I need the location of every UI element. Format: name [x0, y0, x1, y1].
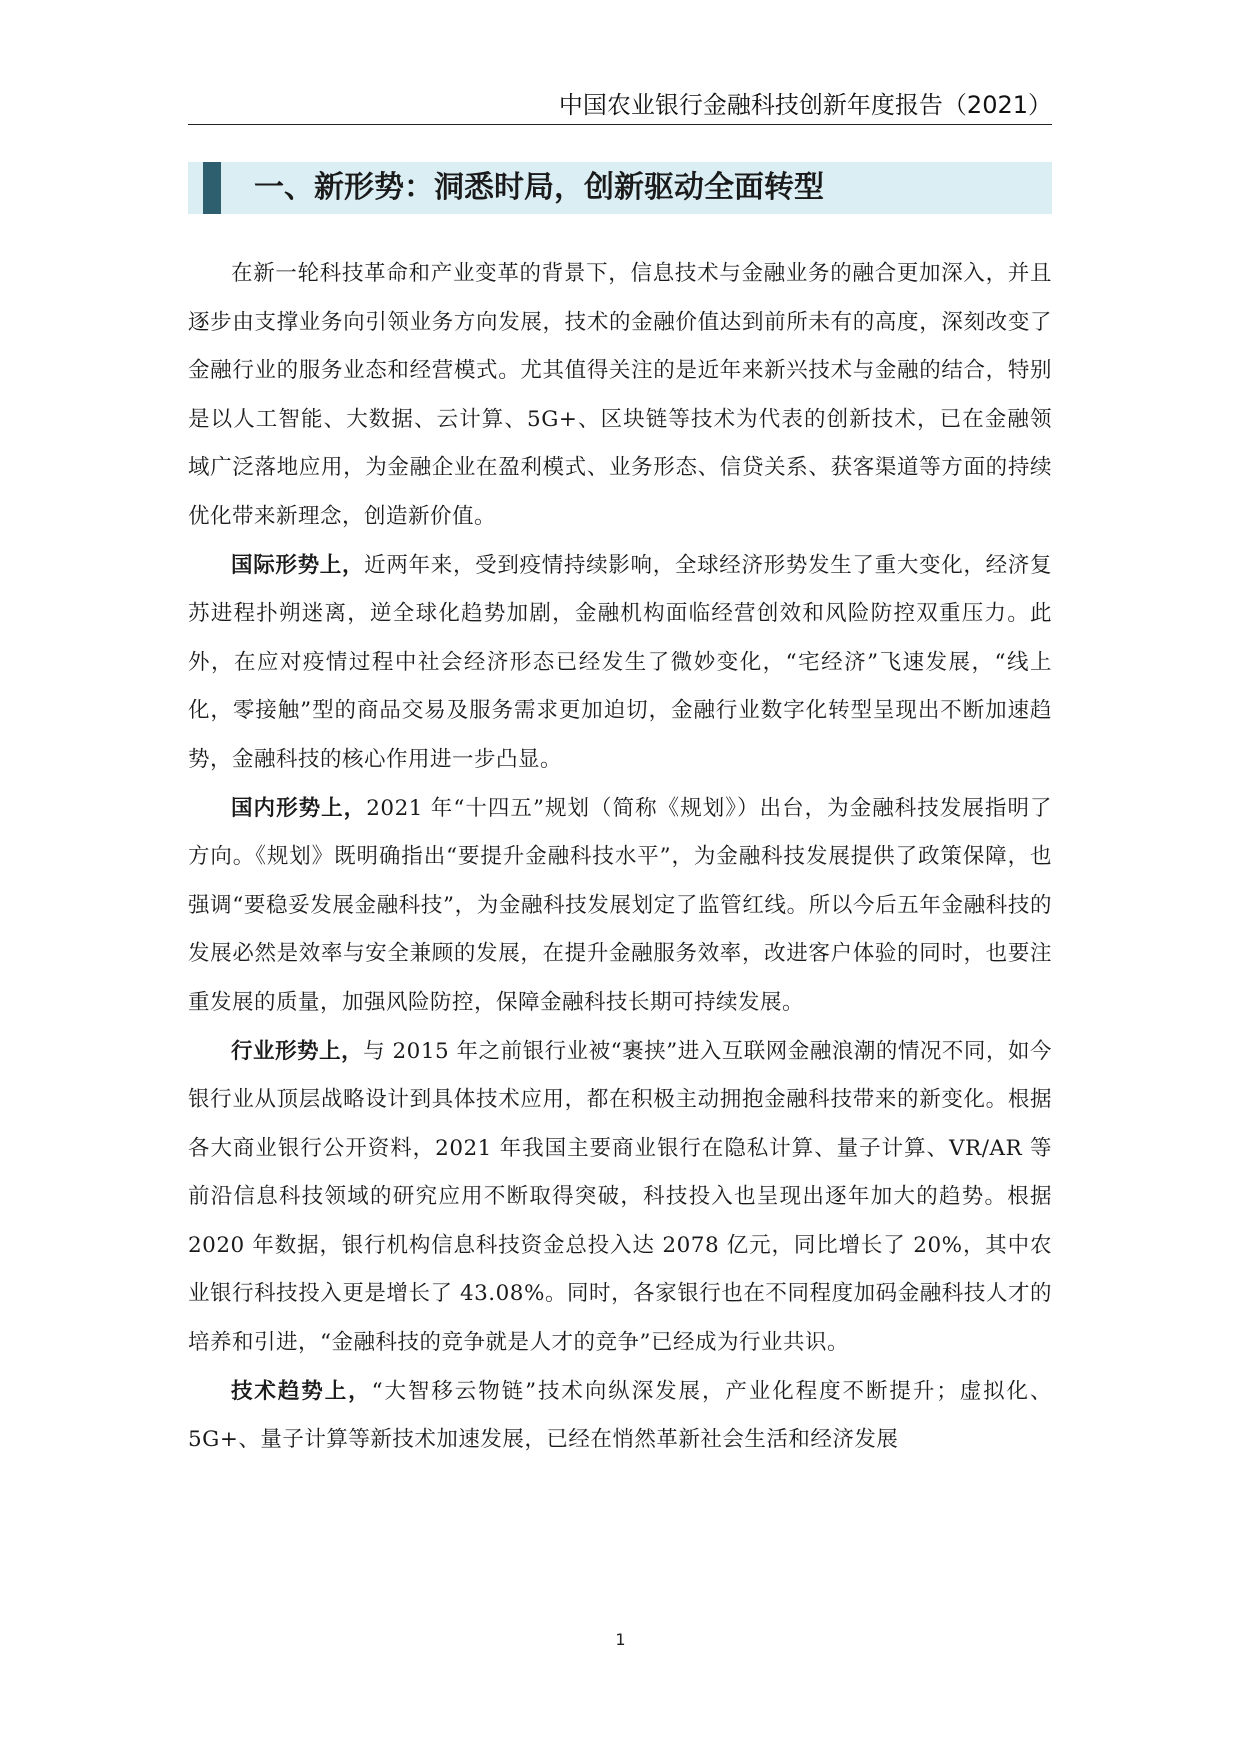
paragraph-text: 与 2015 年之前银行业被“裹挟”进入互联网金融浪潮的情况不同，如今银行业从顶层战略设计到具体技术应用，都在积极主动拥抱金融科技带来的新变化。根据各大商业银行公开资料，2021 年我国主要商业银行在隐私计算、量子计算、VR/AR 等前沿信息科技领域的研究应用不断取得突破，科技投入也呈现出逐年加大的趋势。根据 2020 年数据，银行机构信息科技资金总投入达 2078 亿元，同比增长了 20%，其中农业银行科技投入更是增长了 43.08%。同时，各家银行也在不同程度加码金融科技人才的培养和引进，“金融科技的竞争就是人才的竞争”已经成为行业共识。 — [188, 1038, 1052, 1356]
paragraph-lead: 国际形势上， — [231, 552, 365, 578]
paragraph-intro — [188, 250, 1052, 542]
section-heading-banner — [188, 162, 1052, 214]
paragraph-text: 在新一轮科技革命和产业变革的背景下，信息技术与金融业务的融合更加深入，并且逐步由支撑业务向引领业务方向发展，技术的金融价值达到前所未有的高度，深刻改变了金融行业的服务业态和经营模式。尤其值得关注的是近年来新兴技术与金融的结合，特别是以人工智能、大数据、云计算、5G+、区块链等技术为代表的创新技术，已在金融领域广泛落地应用，为金融企业在盈利模式、业务形态、信贷关系、获客渠道等方面的持续优化带来新理念，创造新价值。 — [188, 261, 1052, 529]
page-number: 1 — [615, 1630, 626, 1649]
paragraph-text: 2021 年“十四五”规划（简称《规划》）出台，为金融科技发展指明了方向。《规划》既明确指出“要提升金融科技水平”，为金融科技发展提供了政策保障，也强调“要稳妥发展金融科技”，为金融科技发展划定了监管红线。所以今后五年金融科技的发展必然是效率与安全兼顾的发展，在提升金融服务效率，改进客户体验的同时，也要注重发展的质量，加强风险防控，保障金融科技长期可持续发展。 — [188, 795, 1052, 1015]
running-header: 中国农业银行金融科技创新年度报告（2021） — [188, 88, 1052, 125]
body-text — [188, 250, 1052, 1465]
paragraph-lead: 技术趋势上， — [231, 1378, 372, 1404]
section-title: 一、新形势：洞悉时局，创新驱动全面转型 — [254, 170, 824, 205]
paragraph-lead: 行业形势上， — [231, 1038, 364, 1064]
paragraph-technology — [188, 1368, 1052, 1465]
paragraph-international — [188, 542, 1052, 785]
section-heading-accent-bar — [203, 162, 221, 214]
paragraph-lead: 国内形势上， — [231, 795, 367, 821]
paragraph-text: 近两年来，受到疫情持续影响，全球经济形势发生了重大变化，经济复苏进程扑朔迷离，逆全球化趋势加剧，金融机构面临经营创效和风险防控双重压力。此外，在应对疫情过程中社会经济形态已经发生了微妙变化，“宅经济”飞速发展，“线上化，零接触”型的商品交易及服务需求更加迫切，金融行业数字化转型呈现出不断加速趋势，金融科技的核心作用进一步凸显。 — [188, 552, 1052, 772]
paragraph-industry — [188, 1028, 1052, 1368]
paragraph-domestic — [188, 785, 1052, 1028]
paragraph-text: “大智移云物链”技术向纵深发展，产业化程度不断提升；虚拟化、5G+、量子计算等新技术加速发展，已经在悄然革新社会生活和经济发展 — [188, 1378, 1052, 1453]
